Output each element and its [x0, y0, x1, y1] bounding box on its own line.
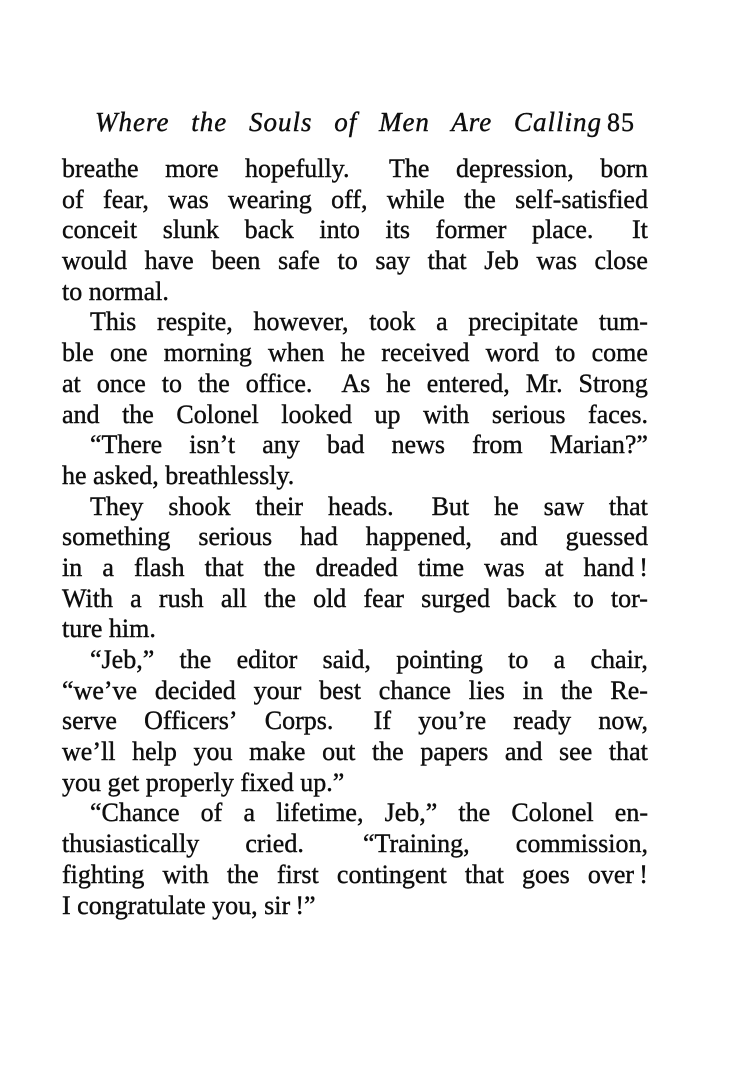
body-text-block [62, 154, 648, 921]
text-line: With a rush all the old fear surged back to tor- [62, 583, 648, 613]
text-line: you get properly fixed up.” [62, 767, 345, 797]
text-line: in a flash that the dreaded time was at hand ! [62, 552, 648, 582]
text-line: “Jeb,” the editor said, pointing to a chair, [90, 645, 648, 674]
text-line: I congratulate you, sir !” [62, 890, 316, 920]
page-number: 85 [607, 108, 635, 137]
text-line: ture him. [62, 614, 156, 644]
text-line: ble one morning when he received word to come [62, 338, 648, 368]
running-header-title: Where the Souls of Men Are Calling [95, 107, 602, 137]
text-line: They shook their heads. But he saw that [90, 491, 648, 521]
text-line: of fear, was wearing off, while the self-satisfied [62, 184, 648, 214]
text-line: conceit slunk back into its former place. It [62, 215, 648, 245]
text-line: at once to the office. As he entered, Mr. Strong [62, 368, 648, 398]
text-line: “There isn’t any bad news from Marian?” [90, 430, 648, 460]
text-line: he asked, breathlessly. [62, 460, 295, 490]
text-line: would have been safe to say that Jeb was close [62, 246, 648, 276]
running-header [95, 105, 635, 140]
text-line: “we’ve decided your best chance lies in the Re- [62, 675, 648, 705]
text-line: This respite, however, took a precipitate tum- [90, 307, 648, 337]
text-line: something serious had happened, and guessed [62, 522, 648, 552]
text-line: breathe more hopefully. The depression, born [62, 154, 648, 183]
text-line: “Chance of a lifetime, Jeb,” the Colonel en- [90, 798, 648, 828]
text-line: to normal. [62, 276, 169, 306]
text-line: fighting with the first contingent that goes over ! [62, 859, 648, 889]
text-line: we’ll help you make out the papers and see that [62, 737, 648, 767]
text-line: and the Colonel looked up with serious faces. [62, 399, 648, 429]
text-line: serve Officers’ Corps. If you’re ready now, [62, 706, 648, 736]
text-line: thusiastically cried. “Training, commission, [62, 829, 648, 859]
